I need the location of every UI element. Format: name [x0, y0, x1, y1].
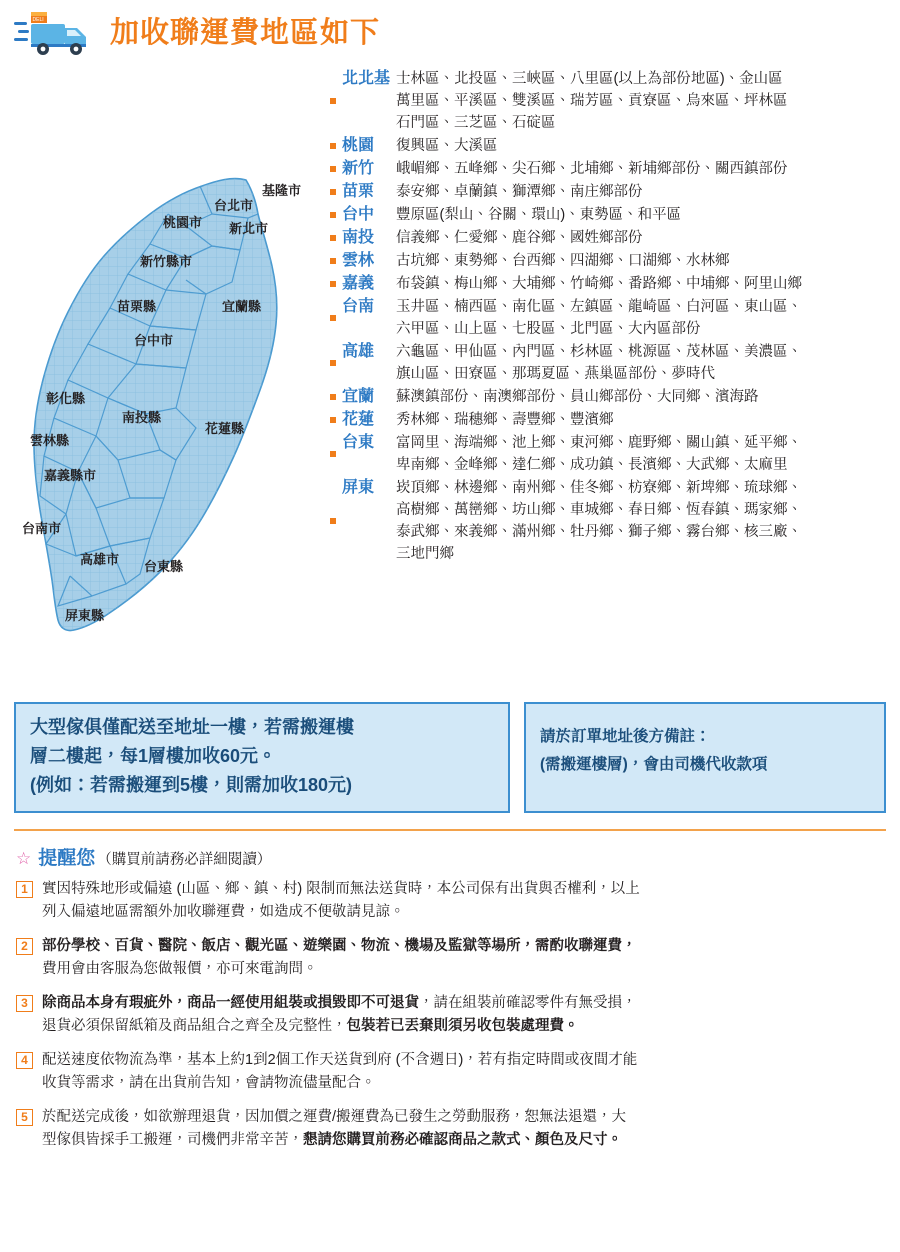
note-segment: 包裝若已丟棄則須另收包裝處理費。 [346, 1018, 579, 1034]
region-name: 桃園 [342, 137, 375, 154]
note-segment: 部份學校、百貨、醫院、飯店、觀光區、遊樂園、物流、機場及監獄等場所，需酌收聯運費， [42, 938, 637, 954]
reminder-subtitle: （購買前請務必詳細閱讀） [97, 852, 272, 868]
map-label: 台東縣 [144, 559, 184, 574]
region-towns [396, 341, 892, 385]
region-town-line: 泰安鄉、卓蘭鎮、獅潭鄉、南庄鄉部份 [396, 184, 643, 200]
floor-fee-notice [14, 702, 510, 813]
region-towns [396, 273, 892, 295]
note-number: 2 [16, 938, 33, 955]
note-text [42, 992, 886, 1038]
region-towns [396, 158, 892, 180]
region-town-line: 布袋鎮、梅山鄉、大埔鄉、竹崎鄉、番路鄉、中埔鄉、阿里山鄉 [396, 276, 802, 292]
page-title: 加收聯運費地區如下 [110, 16, 381, 49]
region-towns [396, 296, 892, 340]
delivery-truck-icon [14, 10, 98, 56]
region-towns [396, 68, 892, 134]
region-town-line: 古坑鄉、東勢鄉、台西鄉、四湖鄉、口湖鄉、水林鄉 [396, 253, 730, 269]
region-row [330, 409, 892, 431]
region-name: 雲林 [342, 252, 375, 269]
map-label: 苗栗縣 [117, 299, 157, 314]
region-row [330, 477, 892, 565]
region-name: 新竹 [342, 160, 375, 177]
taiwan-map-svg [0, 68, 330, 688]
region-row [330, 181, 892, 203]
star-icon: ☆ [16, 849, 32, 868]
region-towns [396, 227, 892, 249]
region-name: 嘉義 [342, 275, 375, 292]
note-number: 3 [16, 995, 33, 1012]
region-name: 南投 [342, 229, 375, 246]
region-town-line: 卑南鄉、金峰鄉、達仁鄉、成功鎮、長濱鄉、大武鄉、太麻里 [396, 457, 788, 473]
map-label: 嘉義縣市 [44, 468, 97, 483]
region-towns [396, 181, 892, 203]
region-row [330, 273, 892, 295]
note-item [16, 1106, 886, 1152]
map-label: 南投縣 [122, 410, 162, 425]
note-text [42, 878, 886, 924]
bullet-icon [330, 273, 342, 295]
note-segment: 實因特殊地形或偏遠 (山區、鄉、鎮、村) 限制而無法送貨時，本公司保有出貨與否權利，以上 [42, 881, 640, 897]
note-segment: 型傢俱皆採手工搬運，司機們非常辛苦， [42, 1132, 303, 1148]
note-segment: 列入偏遠地區需額外加收聯運費，如造成不便敬請見諒。 [42, 904, 405, 920]
region-row [330, 296, 892, 340]
region-row [330, 204, 892, 226]
region-town-line: 富岡里、海端鄉、池上鄉、東河鄉、鹿野鄉、關山鎮、延平鄉、 [396, 435, 802, 451]
region-town-line: 峨嵋鄉、五峰鄉、尖石鄉、北埔鄉、新埔鄉部份、關西鎮部份 [396, 161, 788, 177]
bullet-icon [330, 386, 342, 408]
region-town-line: 六甲區、山上區、七股區、北門區、大內區部份 [396, 321, 701, 337]
note-segment: 懇請您購買前務必確認商品之款式、顏色及尺寸。 [303, 1132, 622, 1148]
region-towns [396, 204, 892, 226]
note-text [42, 1106, 886, 1152]
note-segment: ，請在組裝前確認零件有無受損， [419, 995, 637, 1011]
note-segment: 除商品本身有瑕疵外，商品一經使用組裝或損毀即不可退貨 [42, 995, 419, 1011]
map-label: 彰化縣 [46, 391, 86, 406]
page-header [0, 0, 900, 60]
region-name: 台東 [342, 434, 375, 451]
note-segment: 退貨必須保留紙箱及商品組合之齊全及完整性， [42, 1018, 347, 1034]
region-row [330, 227, 892, 249]
region-town-line: 旗山區、田寮區、那瑪夏區、燕巢區部份、夢時代 [396, 366, 715, 382]
region-town-line: 秀林鄉、瑞穗鄉、壽豐鄉、豐濱鄉 [396, 412, 614, 428]
reminder-header [0, 831, 900, 874]
region-row [330, 432, 892, 476]
region-town-line: 崁頂鄉、林邊鄉、南州鄉、佳冬鄉、枋寮鄉、新埤鄉、琉球鄉、 [396, 480, 802, 496]
region-town-line: 復興區、大溪區 [396, 138, 498, 154]
note-item [16, 992, 886, 1038]
region-town-line: 高樹鄉、萬巒鄉、坊山鄉、車城鄉、春日鄉、恆春鎮、瑪家鄉、 [396, 502, 802, 518]
note-segment: 於配送完成後，如欲辦理退貨，因加價之運費/搬運費為已發生之勞動服務，恕無法退還，大 [42, 1109, 627, 1125]
region-name: 高雄 [342, 343, 375, 360]
bullet-icon [330, 250, 342, 272]
region-town-line: 蘇澳鎮部份、南澳鄉部份、員山鄉部份、大同鄉、濱海路 [396, 389, 759, 405]
note-item [16, 878, 886, 924]
map-label: 宜蘭縣 [222, 299, 262, 314]
map-label: 屏東縣 [65, 608, 105, 623]
bullet-icon [330, 477, 342, 565]
note-segment: 費用會由客服為您做報價，亦可來電詢問。 [42, 961, 318, 977]
order-remark-notice [524, 702, 886, 813]
svg-text:DELI: DELI [32, 17, 44, 23]
region-towns [396, 250, 892, 272]
region-name: 苗栗 [342, 183, 375, 200]
map-label: 雲林縣 [30, 433, 70, 448]
region-town-line: 士林區、北投區、三峽區、八里區(以上為部份地區)、金山區 [396, 71, 783, 87]
region-towns [396, 386, 892, 408]
map-label: 新竹縣市 [140, 254, 193, 269]
map-label: 台北市 [214, 198, 254, 213]
bullet-icon [330, 204, 342, 226]
note-number: 5 [16, 1109, 33, 1126]
note-item [16, 935, 886, 981]
note-text [42, 1049, 886, 1095]
region-towns [396, 432, 892, 476]
bullet-icon [330, 158, 342, 180]
region-towns [396, 135, 892, 157]
region-towns [396, 409, 892, 431]
bullet-icon [330, 341, 342, 385]
bullet-icon [330, 181, 342, 203]
region-row [330, 158, 892, 180]
region-row [330, 135, 892, 157]
region-row [330, 250, 892, 272]
region-town-line: 玉井區、楠西區、南化區、左鎮區、龍崎區、白河區、東山區、 [396, 299, 802, 315]
map-label: 桃園市 [163, 215, 203, 230]
bullet-icon [330, 227, 342, 249]
notice-boxes [14, 702, 886, 813]
map-label: 花蓮縣 [205, 421, 245, 436]
note-segment: 配送速度依物流為準，基本上約1到2個工作天送貨到府 (不含週日)，若有指定時間或夜間才能 [42, 1052, 638, 1068]
region-name: 台中 [342, 206, 375, 223]
region-row [330, 386, 892, 408]
region-name: 花蓮 [342, 411, 375, 428]
region-name: 北北基 [342, 70, 391, 87]
main-content [0, 60, 900, 688]
note-number: 1 [16, 881, 33, 898]
region-row [330, 341, 892, 385]
notice-line: 層二樓起，每1層樓加收60元。 [30, 746, 277, 766]
note-number: 4 [16, 1052, 33, 1069]
region-row [330, 68, 892, 134]
map-label: 新北市 [229, 221, 269, 236]
note-text [42, 935, 886, 981]
notice-line: 大型傢俱僅配送至地址一樓，若需搬運樓 [30, 717, 354, 737]
region-town-line: 萬里區、平溪區、雙溪區、瑞芳區、貢寮區、烏來區、坪林區 [396, 93, 788, 109]
region-name: 台南 [342, 298, 375, 315]
reminder-title: 提醒您 [38, 848, 96, 869]
map-label: 台中市 [134, 333, 174, 348]
region-town-line: 信義鄉、仁愛鄉、鹿谷鄉、國姓鄉部份 [396, 230, 643, 246]
bullet-icon [330, 432, 342, 476]
region-town-line: 三地門鄉 [396, 546, 454, 562]
bullet-icon [330, 68, 342, 134]
notice-line: 請於訂單地址後方備註： [540, 728, 711, 745]
region-town-line: 石門區、三芝區、石碇區 [396, 115, 556, 131]
region-towns [396, 477, 892, 565]
map-label: 基隆市 [262, 183, 302, 198]
map-label: 高雄市 [80, 552, 120, 567]
region-fee-list [330, 68, 900, 688]
region-name: 宜蘭 [342, 388, 375, 405]
region-name: 屏東 [342, 479, 375, 496]
bullet-icon [330, 409, 342, 431]
note-segment: 收貨等需求，請在出貨前告知，會請物流儘量配合。 [42, 1075, 376, 1091]
region-town-line: 豐原區(梨山、谷關、環山)、東勢區、和平區 [396, 207, 682, 223]
bullet-icon [330, 135, 342, 157]
region-town-line: 六龜區、甲仙區、內門區、杉林區、桃源區、茂林區、美濃區、 [396, 344, 802, 360]
taiwan-map [0, 68, 330, 688]
notice-line: (例如：若需搬運到5樓，則需加收180元) [30, 775, 353, 795]
notes-list [0, 874, 900, 1179]
region-town-line: 泰武鄉、來義鄉、滿州鄉、牡丹鄉、獅子鄉、霧台鄉、核三廠、 [396, 524, 802, 540]
notice-line: (需搬運樓層)，會由司機代收款項 [540, 756, 768, 773]
map-label: 台南市 [22, 521, 62, 536]
bullet-icon [330, 296, 342, 340]
note-item [16, 1049, 886, 1095]
